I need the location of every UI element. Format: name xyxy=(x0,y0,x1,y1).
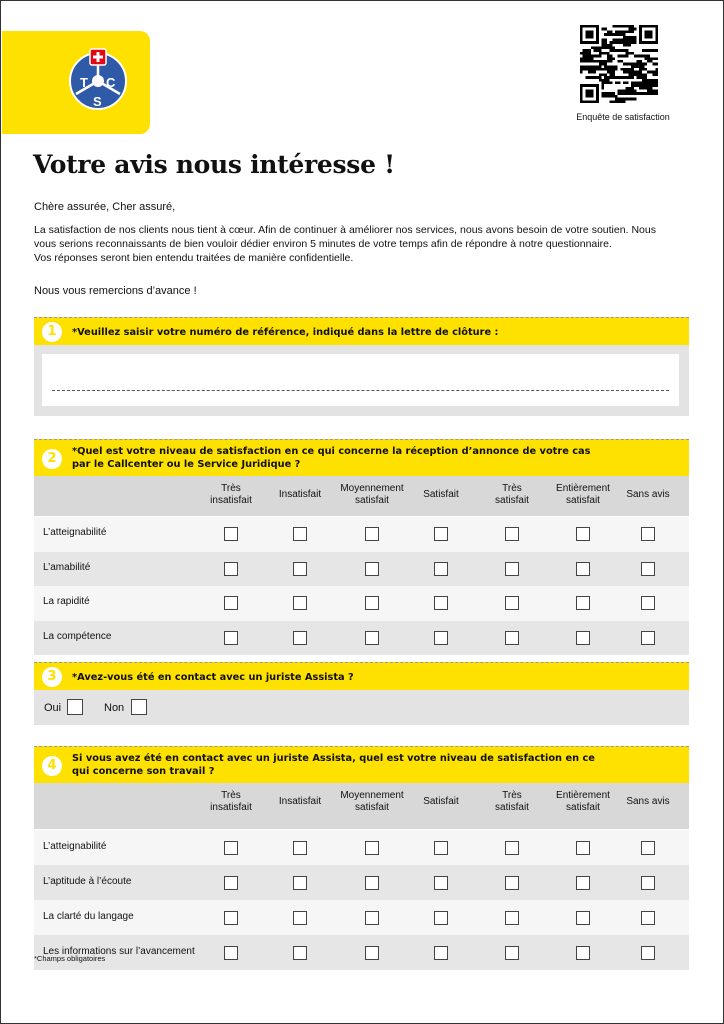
q2-rating-checkbox[interactable] xyxy=(293,631,307,645)
q2-rating-checkbox[interactable] xyxy=(505,527,519,541)
q4-question-line1: Si vous avez été en contact avec un juriste Assista, quel est votre niveau de satisfaction en ce xyxy=(72,753,595,764)
q2-rating-checkbox[interactable] xyxy=(641,527,655,541)
q4-rating-checkbox[interactable] xyxy=(434,946,448,960)
q2-question-line2: par le Callcenter ou le Service Juridique ? xyxy=(72,459,301,470)
q2-column-3: Moyennement satisfait xyxy=(340,483,404,506)
q1-number-badge: 1 xyxy=(42,322,62,342)
q3-yes-label: Oui xyxy=(44,702,62,714)
q4-column-6: Entièrement satisfait xyxy=(556,790,610,813)
q2-rating-checkbox[interactable] xyxy=(434,562,448,576)
q3-no-label: Non xyxy=(104,702,125,714)
q4-rating-checkbox[interactable] xyxy=(293,876,307,890)
q2-rating-checkbox[interactable] xyxy=(641,596,655,610)
q2-rating-checkbox[interactable] xyxy=(641,631,655,645)
tcs-logo xyxy=(66,47,130,111)
q2-row xyxy=(34,517,689,552)
q4-row-label: La clarté du langage xyxy=(43,910,134,922)
q2-rating-checkbox[interactable] xyxy=(505,596,519,610)
q4-question-line2: qui concerne son travail ? xyxy=(72,766,215,777)
q4-row xyxy=(34,865,689,900)
q4-rating-checkbox[interactable] xyxy=(641,911,655,925)
q2-row xyxy=(34,552,689,587)
q2-header xyxy=(34,439,689,477)
q4-rating-checkbox[interactable] xyxy=(576,841,590,855)
q4-column-4: Satisfait xyxy=(423,796,459,807)
q2-column-7: Sans avis xyxy=(626,489,670,500)
q2-rating-checkbox[interactable] xyxy=(365,596,379,610)
q2-rating-checkbox[interactable] xyxy=(434,631,448,645)
reference-dotted-line xyxy=(52,390,669,391)
q2-rating-checkbox[interactable] xyxy=(293,562,307,576)
q4-rating-checkbox[interactable] xyxy=(505,946,519,960)
q4-column-header xyxy=(34,783,689,829)
q2-rating-checkbox[interactable] xyxy=(224,596,238,610)
q4-column-7: Sans avis xyxy=(626,796,670,807)
q2-row-label: L’atteignabilité xyxy=(43,527,107,539)
q2-rating-checkbox[interactable] xyxy=(365,527,379,541)
q4-row xyxy=(34,900,689,935)
q2-rating-checkbox[interactable] xyxy=(224,631,238,645)
logo-letter-t: T xyxy=(80,75,88,90)
q4-question xyxy=(72,752,595,778)
q2-column-4: Satisfait xyxy=(423,489,459,500)
q1-header xyxy=(34,317,689,346)
q2-number-badge: 2 xyxy=(42,449,62,469)
q2-rating-checkbox[interactable] xyxy=(576,562,590,576)
q2-rating-checkbox[interactable] xyxy=(505,562,519,576)
q2-column-6: Entièrement satisfait xyxy=(556,483,610,506)
q4-rating-checkbox[interactable] xyxy=(293,946,307,960)
q2-row-label: La rapidité xyxy=(43,596,90,608)
q4-row-label: L’aptitude à l’écoute xyxy=(43,875,132,887)
q2-rating-checkbox[interactable] xyxy=(505,631,519,645)
q4-rating-checkbox[interactable] xyxy=(224,911,238,925)
q4-row-label: Les informations sur l’avancement xyxy=(43,945,195,957)
qr-code-icon[interactable] xyxy=(580,25,658,103)
q3-answer-box xyxy=(34,690,689,725)
q2-rating-checkbox[interactable] xyxy=(365,562,379,576)
q4-row xyxy=(34,830,689,865)
greeting: Chère assurée, Cher assuré, xyxy=(34,201,176,213)
q2-row-label: La compétence xyxy=(43,630,112,642)
q1-answer-box xyxy=(34,345,689,416)
intro-confidential: Vos réponses seront bien entendu traitées de manière confidentielle. xyxy=(34,252,354,264)
q4-rating-checkbox[interactable] xyxy=(641,841,655,855)
q3-yes-checkbox[interactable] xyxy=(67,699,83,715)
q2-rating-checkbox[interactable] xyxy=(641,562,655,576)
q4-header xyxy=(34,746,689,784)
q4-rating-checkbox[interactable] xyxy=(365,911,379,925)
q4-rating-checkbox[interactable] xyxy=(505,841,519,855)
q1-question: *Veuillez saisir votre numéro de référence, indiqué dans la lettre de clôture : xyxy=(72,327,499,338)
q3-no-checkbox[interactable] xyxy=(131,699,147,715)
q4-row-label: L’atteignabilité xyxy=(43,840,107,852)
q2-rating-checkbox[interactable] xyxy=(576,631,590,645)
logo-letter-c: C xyxy=(106,75,116,90)
q2-rating-checkbox[interactable] xyxy=(293,527,307,541)
q2-rating-checkbox[interactable] xyxy=(365,631,379,645)
q4-rating-checkbox[interactable] xyxy=(365,946,379,960)
q2-row-label: L’amabilité xyxy=(43,561,91,573)
q2-column-1: Très insatisfait xyxy=(210,483,252,506)
q3-question: *Avez-vous été en contact avec un juriste Assista ? xyxy=(72,672,354,683)
q2-column-5: Très satisfait xyxy=(495,483,529,506)
q4-column-5: Très satisfait xyxy=(495,790,529,813)
q4-rating-checkbox[interactable] xyxy=(293,841,307,855)
q2-rating-checkbox[interactable] xyxy=(434,596,448,610)
thanks-text: Nous vous remercions d’avance ! xyxy=(34,285,197,297)
q4-rating-checkbox[interactable] xyxy=(224,876,238,890)
q4-rating-checkbox[interactable] xyxy=(576,876,590,890)
q4-rating-checkbox[interactable] xyxy=(434,841,448,855)
q4-rating-checkbox[interactable] xyxy=(641,946,655,960)
q4-rating-checkbox[interactable] xyxy=(576,911,590,925)
q2-rating-checkbox[interactable] xyxy=(224,527,238,541)
q3-number-badge: 3 xyxy=(42,667,62,687)
reference-number-field[interactable] xyxy=(42,354,679,406)
q4-rating-checkbox[interactable] xyxy=(434,876,448,890)
q4-row xyxy=(34,935,689,970)
q4-rating-checkbox[interactable] xyxy=(293,911,307,925)
q2-rating-checkbox[interactable] xyxy=(224,562,238,576)
q4-rating-checkbox[interactable] xyxy=(641,876,655,890)
intro-text xyxy=(34,223,656,265)
page-title: Votre avis nous intéresse ! xyxy=(33,150,395,179)
q4-rating-checkbox[interactable] xyxy=(576,946,590,960)
q4-rating-checkbox[interactable] xyxy=(505,911,519,925)
q4-column-3: Moyennement satisfait xyxy=(340,790,404,813)
q2-question xyxy=(72,445,591,471)
q4-column-1: Très insatisfait xyxy=(210,790,252,813)
q2-row xyxy=(34,621,689,656)
q2-rating-checkbox[interactable] xyxy=(434,527,448,541)
logo-letter-s: S xyxy=(93,94,102,109)
q4-rating-checkbox[interactable] xyxy=(434,911,448,925)
q3-header xyxy=(34,662,689,691)
required-fields-note: *Champs obligatoires xyxy=(34,954,106,963)
q2-rating-checkbox[interactable] xyxy=(293,596,307,610)
q4-rating-checkbox[interactable] xyxy=(505,876,519,890)
q2-question-line1: *Quel est votre niveau de satisfaction en ce qui concerne la réception d’annonce de votre cas xyxy=(72,446,591,457)
q4-column-2: Insatisfait xyxy=(278,796,322,807)
intro-paragraph: La satisfaction de nos clients nous tient à cœur. Afin de continuer à améliorer nos services, nous avons besoin de votre soutien. Nous vous serions reconnaissants de bien vouloir dédier environ 5 minutes de votre temps afin de répondre à notre questionnaire. xyxy=(34,224,656,250)
q4-rating-checkbox[interactable] xyxy=(224,946,238,960)
q2-rating-checkbox[interactable] xyxy=(576,527,590,541)
q2-column-header xyxy=(34,476,689,516)
q4-number-badge: 4 xyxy=(42,756,62,776)
q2-row xyxy=(34,586,689,621)
q4-rating-checkbox[interactable] xyxy=(224,841,238,855)
q2-rating-checkbox[interactable] xyxy=(576,596,590,610)
q4-rating-checkbox[interactable] xyxy=(365,841,379,855)
qr-caption: Enquête de satisfaction xyxy=(576,112,670,122)
q4-rating-checkbox[interactable] xyxy=(365,876,379,890)
q2-column-2: Insatisfait xyxy=(278,489,322,500)
